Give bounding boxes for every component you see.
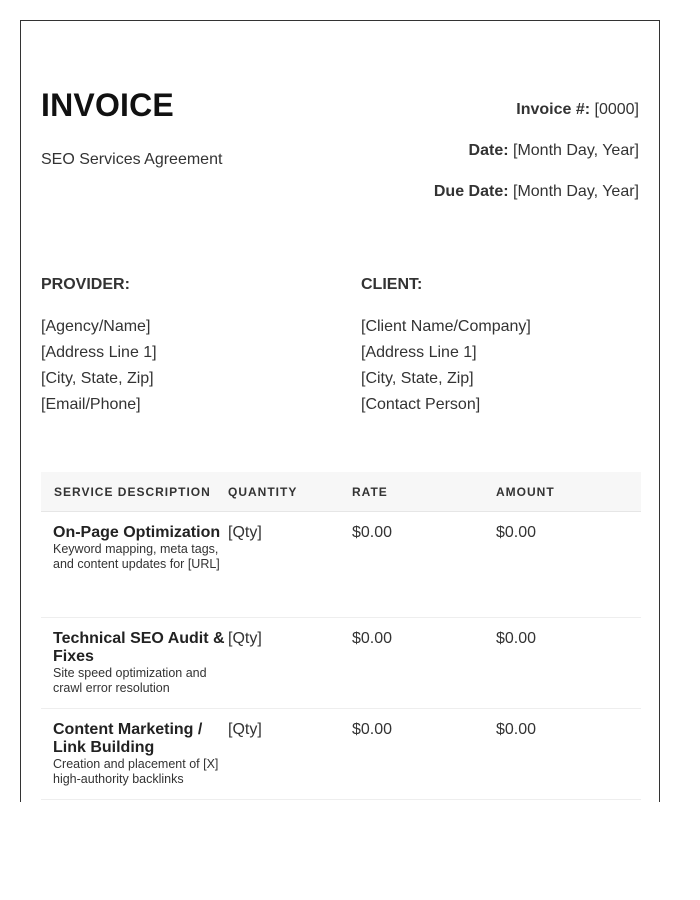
provider-contact: [Email/Phone]: [41, 396, 141, 413]
services-table: [41, 472, 641, 800]
header-amount: AMOUNT: [496, 484, 555, 499]
provider-heading: PROVIDER:: [41, 276, 130, 293]
client-block: [361, 276, 531, 421]
invoice-number-value: [0000]: [594, 101, 639, 118]
provider-block: [41, 276, 157, 421]
invoice-meta: [434, 101, 639, 224]
service-description-cell: [41, 630, 228, 708]
invoice-due-date-label: Due Date:: [433, 183, 509, 200]
rate-cell: $0.00: [352, 721, 393, 738]
invoice-date-value: [Month Day, Year]: [513, 142, 639, 159]
header-quantity: QUANTITY: [228, 484, 298, 499]
header-rate: RATE: [352, 484, 388, 499]
invoice-date-row: [434, 142, 639, 183]
service-title: Technical SEO Audit & Fixes: [53, 630, 225, 665]
amount-cell: $0.00: [496, 524, 537, 541]
service-title: Content Marketing / Link Building: [53, 721, 203, 756]
header-service-description: SERVICE DESCRIPTION: [54, 484, 211, 499]
table-row: [41, 512, 641, 618]
table-row: [41, 709, 641, 800]
service-detail: Creation and placement of [X] high-authority backlinks: [53, 757, 219, 786]
invoice-subtitle: SEO Services Agreement: [41, 151, 223, 168]
rate-cell: $0.00: [352, 630, 393, 647]
client-heading: CLIENT:: [361, 276, 423, 293]
invoice-number-row: [434, 101, 639, 142]
invoice-date-label: Date:: [468, 142, 509, 159]
client-city-state-zip: [City, State, Zip]: [361, 370, 474, 387]
rate-cell: $0.00: [352, 524, 393, 541]
amount-cell: $0.00: [496, 630, 537, 647]
service-detail: Keyword mapping, meta tags, and content updates for [URL]: [53, 542, 220, 571]
client-address: [Address Line 1]: [361, 344, 477, 361]
service-description-cell: [41, 721, 228, 799]
quantity-cell: [Qty]: [228, 524, 262, 541]
invoice-page: [20, 20, 660, 802]
client-contact-person: [Contact Person]: [361, 396, 481, 413]
invoice-due-date-row: [434, 183, 639, 224]
provider-address: [Address Line 1]: [41, 344, 157, 361]
quantity-cell: [Qty]: [228, 721, 262, 738]
invoice-number-label: Invoice #:: [516, 101, 591, 118]
service-detail: Site speed optimization and crawl error resolution: [53, 666, 207, 695]
table-row: [41, 618, 641, 709]
quantity-cell: [Qty]: [228, 630, 262, 647]
amount-cell: $0.00: [496, 721, 537, 738]
invoice-title: INVOICE: [41, 87, 174, 123]
table-header: [41, 472, 641, 512]
provider-city-state-zip: [City, State, Zip]: [41, 370, 154, 387]
client-name: [Client Name/Company]: [361, 318, 531, 335]
service-title: On-Page Optimization: [53, 524, 221, 541]
service-description-cell: [41, 524, 228, 617]
invoice-due-date-value: [Month Day, Year]: [513, 183, 639, 200]
provider-name: [Agency/Name]: [41, 318, 151, 335]
